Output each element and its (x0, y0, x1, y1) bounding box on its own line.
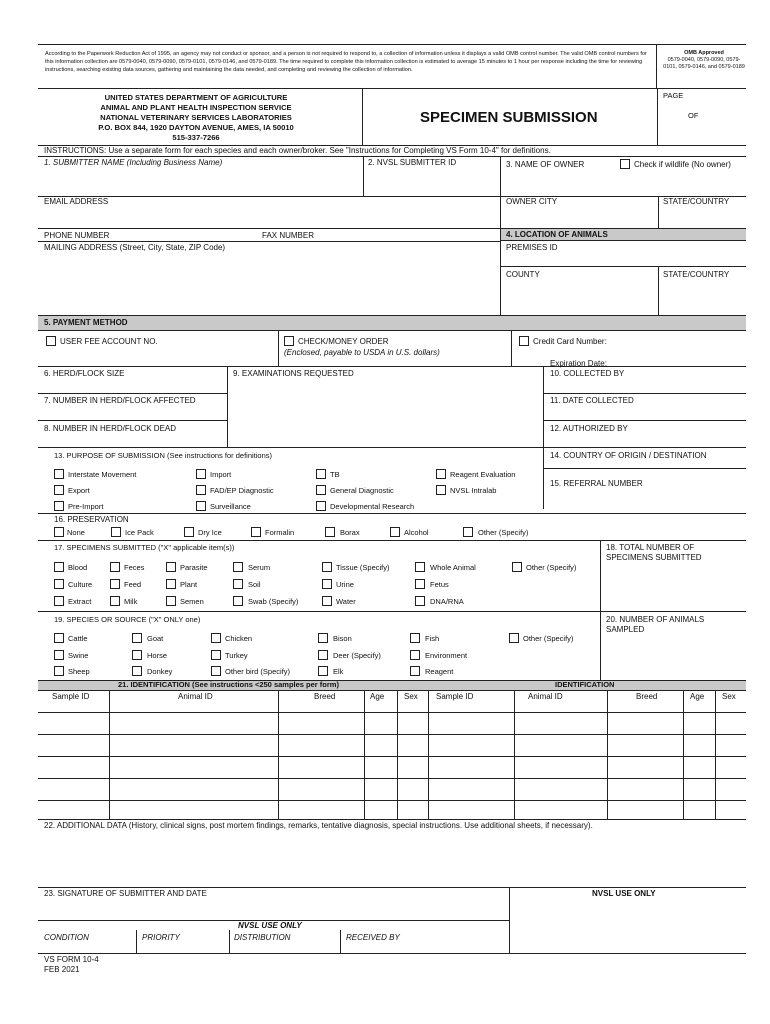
form-number: VS FORM 10-4 (44, 955, 99, 964)
spec-swab-checkbox[interactable] (233, 596, 243, 606)
col-age-1: Age (370, 692, 385, 701)
species-fish-checkbox[interactable] (410, 633, 420, 643)
purpose-developmental-label: Developmental Research (330, 502, 415, 511)
spec-serum-checkbox[interactable] (233, 562, 243, 572)
pres-other-checkbox[interactable] (463, 527, 473, 537)
phone-label: PHONE NUMBER (44, 231, 110, 240)
purpose-import-label: Import (210, 470, 232, 479)
pres-none-checkbox[interactable] (54, 527, 64, 537)
animals-sampled-label-1: 20. NUMBER OF ANIMALS (606, 615, 705, 624)
mailing-address-label: MAILING ADDRESS (Street, City, State, ZIP Code) (44, 243, 226, 252)
country-origin-label: 14. COUNTRY OF ORIGIN / DESTINATION (550, 451, 707, 460)
wildlife-label: Check if wildlife (No owner) (634, 160, 731, 169)
expiration-label: Expiration Date: (550, 359, 607, 368)
location-label: 4. LOCATION OF ANIMALS (506, 230, 608, 239)
species-other-checkbox[interactable] (509, 633, 519, 643)
purpose-export-checkbox[interactable] (54, 485, 64, 495)
purpose-general-diag-label: General Diagnostic (330, 486, 394, 495)
omb-approval (662, 50, 746, 71)
nvsl-use-only-left: NVSL USE ONLY (238, 921, 302, 930)
spec-tissue-checkbox[interactable] (322, 562, 332, 572)
spec-swab-label: Swab (Specify) (248, 597, 299, 606)
user-fee-checkbox[interactable] (46, 336, 56, 346)
species-swine-label: Swine (68, 651, 89, 660)
payment-method-label: 5. PAYMENT METHOD (44, 318, 128, 327)
agency-line-3: NATIONAL VETERINARY SERVICES LABORATORIES (100, 113, 292, 122)
species-sheep-checkbox[interactable] (54, 666, 64, 676)
species-label: 19. SPECIES OR SOURCE ("X" ONLY one) (54, 615, 201, 624)
species-reagent-label: Reagent (425, 667, 454, 676)
received-by-label: RECEIVED BY (346, 933, 400, 942)
spec-serum-label: Serum (248, 563, 271, 572)
spec-soil-checkbox[interactable] (233, 579, 243, 589)
examinations-label: 9. EXAMINATIONS REQUESTED (233, 369, 354, 378)
col-sample-id-2: Sample ID (436, 692, 474, 701)
total-specimens-label-1: 18. TOTAL NUMBER OF (606, 543, 695, 552)
agency-address (46, 93, 346, 143)
instructions: INSTRUCTIONS: Use a separate form for each species and each owner/broker. See "Instructions for Completing VS Form 10-4" for definitions. (44, 146, 551, 155)
herd-size-label: 6. HERD/FLOCK SIZE (44, 369, 125, 378)
species-goat-checkbox[interactable] (132, 633, 142, 643)
priority-label: PRIORITY (142, 933, 180, 942)
species-elk-label: Elk (333, 667, 344, 676)
spec-culture-label: Culture (68, 580, 93, 589)
purpose-reagent-eval-checkbox[interactable] (436, 469, 446, 479)
pres-ice-pack-checkbox[interactable] (111, 527, 121, 537)
purpose-tb-checkbox[interactable] (316, 469, 326, 479)
authorized-by-label: 12. AUTHORIZED BY (550, 424, 628, 433)
spec-milk-label: Milk (124, 597, 138, 606)
spec-feces-label: Feces (124, 563, 145, 572)
col-sex-2: Sex (722, 692, 736, 701)
species-cattle-label: Cattle (68, 634, 88, 643)
purpose-export-label: Export (68, 486, 90, 495)
pres-dry-ice-label: Dry Ice (198, 528, 222, 537)
spec-other-label: Other (Specify) (526, 563, 577, 572)
herd-affected-label: 7. NUMBER IN HERD/FLOCK AFFECTED (44, 396, 196, 405)
check-money-checkbox[interactable] (284, 336, 294, 346)
pres-formalin-label: Formalin (265, 528, 295, 537)
email-label: EMAIL ADDRESS (44, 197, 109, 206)
paperwork-notice: According to the Paperwork Reduction Act of 1995, an agency may not conduct or sponsor, and a person is not required to respond to, a collection of information unless it displays a valid OMB control number. The valid OMB control numbers for this information collection are 0579-0040, 0579-0090, 0579-0101, 0579-0146, and 0579-0189. The time required to complete this information collection is estimated to average 15 minutes to 1 hour per response including the time for reviewing instructions, searching existing data sources, gathering and maintaining the data needed, and completing and reviewing the collection of information. (45, 51, 647, 73)
purpose-reagent-eval-label: Reagent Evaluation (450, 470, 516, 479)
spec-semen-checkbox[interactable] (166, 596, 176, 606)
purpose-import-checkbox[interactable] (196, 469, 206, 479)
col-breed-1: Breed (314, 692, 336, 701)
additional-data-label: 22. ADDITIONAL DATA (History, clinical signs, post mortem findings, remarks, tentative diagnosis, special instructions. Use additional sheets, if necessary). (44, 821, 593, 830)
spec-dna-rna-label: DNA/RNA (430, 597, 464, 606)
species-turkey-checkbox[interactable] (211, 650, 221, 660)
fax-label: FAX NUMBER (262, 231, 315, 240)
spec-parasite-label: Parasite (180, 563, 208, 572)
signature-label: 23. SIGNATURE OF SUBMITTER AND DATE (44, 889, 207, 898)
species-horse-checkbox[interactable] (132, 650, 142, 660)
species-turkey-label: Turkey (225, 651, 248, 660)
species-deer-label: Deer (Specify) (333, 651, 381, 660)
owner-state-label: STATE/COUNTRY (663, 197, 730, 206)
spec-fetus-label: Fetus (430, 580, 449, 589)
col-animal-id-1: Animal ID (178, 692, 213, 701)
spec-blood-checkbox[interactable] (54, 562, 64, 572)
omb-numbers: 0579-0040, 0579-0090, 0579-0101, 0579-0146, and 0579-0189 (663, 57, 745, 70)
nvsl-use-only-right: NVSL USE ONLY (592, 889, 656, 898)
spec-water-checkbox[interactable] (322, 596, 332, 606)
spec-urine-label: Urine (336, 580, 354, 589)
spec-extract-checkbox[interactable] (54, 596, 64, 606)
referral-label: 15. REFERRAL NUMBER (550, 479, 643, 488)
spec-extract-label: Extract (68, 597, 92, 606)
condition-label: CONDITION (44, 933, 89, 942)
county-label: COUNTY (506, 270, 540, 279)
identification-label-left: 21. IDENTIFICATION (See instructions <250 samples per form) (118, 680, 339, 689)
specimens-label: 17. SPECIMENS SUBMITTED ("X" applicable item(s)) (54, 543, 235, 552)
omb-title: OMB Approved (684, 50, 724, 56)
pres-borax-checkbox[interactable] (325, 527, 335, 537)
county-state-label: STATE/COUNTRY (663, 270, 730, 279)
spec-feed-checkbox[interactable] (110, 579, 120, 589)
of-label: OF (688, 111, 699, 120)
purpose-surveillance-checkbox[interactable] (196, 501, 206, 511)
species-deer-checkbox[interactable] (318, 650, 328, 660)
spec-blood-label: Blood (68, 563, 88, 572)
species-swine-checkbox[interactable] (54, 650, 64, 660)
col-age-2: Age (690, 692, 705, 701)
col-breed-2: Breed (636, 692, 658, 701)
total-specimens-label-2: SPECIMENS SUBMITTED (606, 553, 702, 562)
agency-line-4: P.O. BOX 844, 1920 DAYTON AVENUE, AMES, IA 50010 (98, 123, 294, 132)
wildlife-checkbox[interactable] (620, 159, 630, 169)
species-bison-checkbox[interactable] (318, 633, 328, 643)
spec-soil-label: Soil (248, 580, 261, 589)
species-reagent-checkbox[interactable] (410, 666, 420, 676)
pres-alcohol-checkbox[interactable] (390, 527, 400, 537)
submitter-name-label: 1. SUBMITTER NAME (Including Business Name) (44, 158, 223, 167)
credit-card-label: Credit Card Number: (533, 337, 607, 346)
spec-plant-label: Plant (180, 580, 198, 589)
pres-ice-pack-label: Ice Pack (125, 528, 154, 537)
species-other-label: Other (Specify) (523, 634, 574, 643)
species-fish-label: Fish (425, 634, 440, 643)
species-chicken-checkbox[interactable] (211, 633, 221, 643)
animals-sampled-label-2: SAMPLED (606, 625, 645, 634)
spec-urine-checkbox[interactable] (322, 579, 332, 589)
species-environment-label: Environment (425, 651, 468, 660)
agency-line-5: 515-337-7266 (172, 133, 220, 142)
pres-none-label: None (67, 528, 85, 537)
species-sheep-label: Sheep (68, 667, 90, 676)
date-collected-label: 11. DATE COLLECTED (550, 396, 634, 405)
purpose-general-diag-checkbox[interactable] (316, 485, 326, 495)
species-cattle-checkbox[interactable] (54, 633, 64, 643)
credit-card-checkbox[interactable] (519, 336, 529, 346)
species-goat-label: Goat (147, 634, 164, 643)
pres-dry-ice-checkbox[interactable] (184, 527, 194, 537)
spec-whole-animal-checkbox[interactable] (415, 562, 425, 572)
col-sample-id-1: Sample ID (52, 692, 90, 701)
species-elk-checkbox[interactable] (318, 666, 328, 676)
pres-alcohol-label: Alcohol (404, 528, 429, 537)
pres-borax-label: Borax (340, 528, 360, 537)
form-title: SPECIMEN SUBMISSION (420, 109, 598, 126)
identification-label-right: IDENTIFICATION (555, 680, 615, 689)
spec-semen-label: Semen (180, 597, 204, 606)
agency-line-2: ANIMAL AND PLANT HEALTH INSPECTION SERVICE (100, 103, 292, 112)
species-other-bird-checkbox[interactable] (211, 666, 221, 676)
purpose-interstate-checkbox[interactable] (54, 469, 64, 479)
spec-whole-animal-label: Whole Animal (430, 563, 476, 572)
preservation-label: 16. PRESERVATION (54, 515, 129, 524)
species-donkey-label: Donkey (147, 667, 173, 676)
purpose-interstate-label: Interstate Movement (68, 470, 137, 479)
purpose-pre-import-checkbox[interactable] (54, 501, 64, 511)
col-sex-1: Sex (404, 692, 418, 701)
premises-id-label: PREMISES ID (506, 243, 558, 252)
purpose-developmental-checkbox[interactable] (316, 501, 326, 511)
form-date: FEB 2021 (44, 965, 80, 974)
enclosed-note: (Enclosed, payable to USDA in U.S. dollars) (284, 348, 440, 357)
spec-dna-rna-checkbox[interactable] (415, 596, 425, 606)
spec-milk-checkbox[interactable] (110, 596, 120, 606)
purpose-pre-import-label: Pre-Import (68, 502, 104, 511)
pres-other-label: Other (Specify) (478, 528, 529, 537)
herd-dead-label: 8. NUMBER IN HERD/FLOCK DEAD (44, 424, 177, 433)
purpose-label: 13. PURPOSE OF SUBMISSION (See instructions for definitions) (54, 451, 272, 460)
distribution-label: DISTRIBUTION (234, 933, 291, 942)
collected-by-label: 10. COLLECTED BY (550, 369, 625, 378)
species-chicken-label: Chicken (225, 634, 253, 643)
spec-plant-checkbox[interactable] (166, 579, 176, 589)
species-other-bird-label: Other bird (Specify) (225, 667, 291, 676)
purpose-surveillance-label: Surveillance (210, 502, 251, 511)
owner-name-label: 3. NAME OF OWNER (506, 160, 585, 169)
purpose-nvsl-intralab-checkbox[interactable] (436, 485, 446, 495)
species-donkey-checkbox[interactable] (132, 666, 142, 676)
page-label: PAGE (663, 91, 684, 100)
spec-feed-label: Feed (124, 580, 142, 589)
spec-fetus-checkbox[interactable] (415, 579, 425, 589)
col-animal-id-2: Animal ID (528, 692, 563, 701)
purpose-nvsl-intralab-label: NVSL Intralab (450, 486, 497, 495)
spec-parasite-checkbox[interactable] (166, 562, 176, 572)
check-money-label: CHECK/MONEY ORDER (298, 337, 389, 346)
purpose-fad-label: FAD/EP Diagnostic (210, 486, 274, 495)
spec-culture-checkbox[interactable] (54, 579, 64, 589)
species-environment-checkbox[interactable] (410, 650, 420, 660)
purpose-tb-label: TB (330, 470, 340, 479)
purpose-fad-checkbox[interactable] (196, 485, 206, 495)
species-bison-label: Bison (333, 634, 352, 643)
spec-feces-checkbox[interactable] (110, 562, 120, 572)
spec-other-checkbox[interactable] (512, 562, 522, 572)
spec-tissue-label: Tissue (Specify) (336, 563, 390, 572)
agency-line-1: UNITED STATES DEPARTMENT OF AGRICULTURE (104, 93, 288, 102)
spec-water-label: Water (336, 597, 356, 606)
nvsl-submitter-id-label: 2. NVSL SUBMITTER ID (368, 158, 457, 167)
user-fee-label: USER FEE ACCOUNT NO. (60, 337, 158, 346)
species-horse-label: Horse (147, 651, 168, 660)
owner-city-label: OWNER CITY (506, 197, 558, 206)
pres-formalin-checkbox[interactable] (251, 527, 261, 537)
